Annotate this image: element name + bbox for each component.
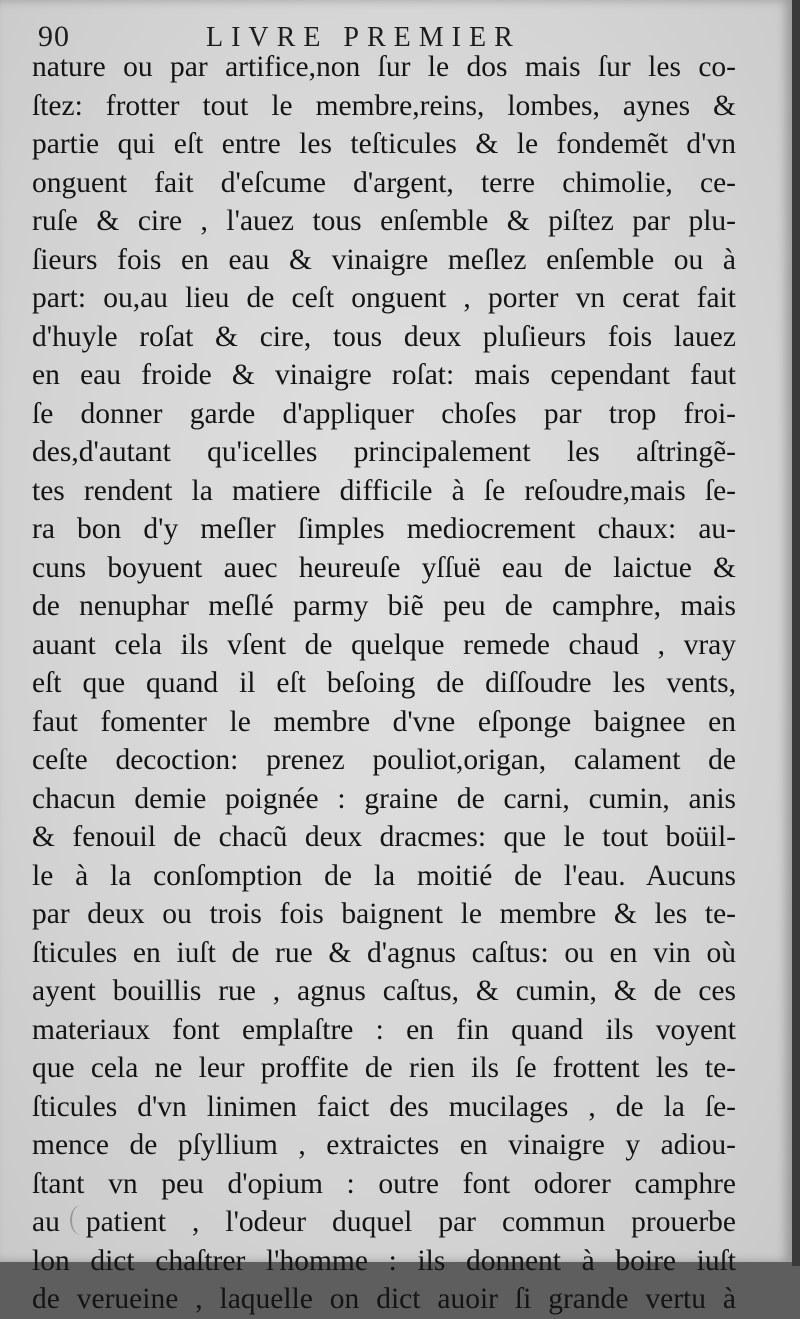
- page-edge-shadow: [792, 0, 800, 1266]
- text-line: ſticules d'vn linimen faict des mucilages , de la ſe-: [32, 1090, 736, 1123]
- running-head: LIVRE PREMIER: [206, 22, 521, 53]
- text-line: partie qui eſt entre les teſticules & le fondemẽt d'vn: [32, 128, 736, 160]
- text-line: ſieurs fois en eau & vinaigre meſlez enſemble ou à: [32, 243, 736, 276]
- text-line: en eau froide & vinaigre roſat: mais cependant faut: [32, 359, 736, 391]
- text-line: onguent fait d'eſcume d'argent, terre chimolie, ce-: [32, 166, 736, 199]
- text-line: ſticules en iuſt de rue & d'agnus caſtus: ou en vin où: [32, 936, 736, 969]
- text-line: mence de pſyllium , extraictes en vinaigre y adiou-: [32, 1129, 736, 1161]
- text-line: que cela ne leur proffite de rien ils ſe frottent les te-: [32, 1052, 736, 1084]
- text-line: nature ou par artifice,non ſur le dos mais ſur les co-: [32, 51, 736, 83]
- text-line: part: ou,au lieu de ceſt onguent , porter vn cerat fait: [32, 282, 736, 314]
- text-line: tes rendent la matiere difficile à ſe reſoudre,mais ſe-: [32, 474, 736, 507]
- text-line: auant cela ils vſent de quelque remede chaud , vray: [32, 628, 736, 661]
- text-line: le à la conſomption de la moitié de l'eau. Aucuns: [32, 859, 736, 892]
- page-number: 90: [38, 20, 70, 53]
- text-line: d'huyle roſat & cire, tous deux pluſieurs fois lauez: [32, 320, 736, 353]
- text-line: ſe donner garde d'appliquer choſes par trop froi-: [32, 397, 736, 430]
- text-line: ſtez: frotter tout le membre,reins, lombes, aynes &: [32, 89, 736, 122]
- text-line: lon dict chaſtrer l'homme : ils donnent à boire iuſt: [32, 1244, 736, 1277]
- text-line: & fenouil de chacũ deux dracmes: que le tout boüil-: [32, 821, 736, 853]
- text-line: faut fomenter le membre d'vne eſponge baignee en: [32, 705, 736, 738]
- text-line: ayent bouillis rue , agnus caſtus, & cumin, & de ces: [32, 975, 736, 1007]
- text-line: ra bon d'y meſler ſimples mediocrement chaux: au-: [32, 513, 736, 545]
- text-line: cuns boyuent auec heureuſe yſſuë eau de laictue &: [32, 551, 736, 584]
- ink-smudge: [70, 1205, 92, 1235]
- text-line: ruſe & cire , l'auez tous enſemble & piſtez par plu-: [32, 205, 736, 237]
- text-line: materiaux font emplaſtre : en fin quand ils voyent: [32, 1013, 736, 1046]
- text-line: des,d'autant qu'icelles principalement les aſtringẽ-: [32, 436, 736, 468]
- text-line: eſt que quand il eſt beſoing de diſſoudre les vents,: [32, 667, 736, 699]
- text-line: au patient , l'odeur duquel par commun prouerbe: [32, 1206, 736, 1238]
- text-line: ceſte decoction: prenez pouliot,origan, calament de: [32, 744, 736, 776]
- body-text: [32, 48, 736, 1319]
- text-line: de verueine , laquelle on dict auoir ſi grande vertu à: [32, 1283, 736, 1315]
- text-line: par deux ou trois fois baignent le membre & les te-: [32, 898, 736, 930]
- text-line: ſtant vn peu d'opium : outre font odorer camphre: [32, 1167, 736, 1200]
- text-line: chacun demie poignée : graine de carni, cumin, anis: [32, 782, 736, 815]
- text-line: de nenuphar meſlé parmy biẽ peu de camphre, mais: [32, 590, 736, 622]
